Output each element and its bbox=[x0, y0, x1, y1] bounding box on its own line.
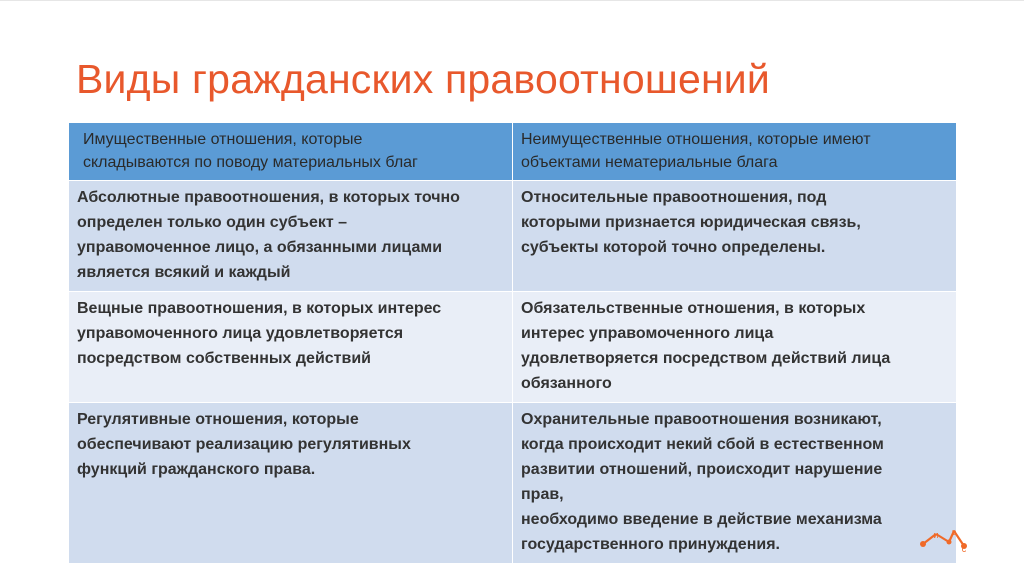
cell-regulative bbox=[69, 403, 513, 564]
cell-obligation bbox=[513, 292, 957, 403]
cell-text: Охранительные правоотношения возникают, bbox=[521, 411, 882, 428]
cell-text: обязанного bbox=[521, 375, 612, 392]
cell-text: когда происходит некий сбой в естественном bbox=[521, 436, 884, 453]
logo-letter: с bbox=[961, 544, 967, 554]
cell-text: управомоченного лица удовлетворяется bbox=[77, 325, 404, 342]
top-divider bbox=[0, 0, 1024, 1]
cell-text: обеспечивают реализацию регулятивных bbox=[77, 436, 411, 453]
table-row bbox=[69, 403, 957, 564]
cell-text: удовлетворяется посредством действий лица bbox=[521, 350, 891, 367]
cell-text: Абсолютные правоотношения, в которых точно bbox=[77, 189, 460, 206]
cell-text: Регулятивные отношения, которые bbox=[77, 411, 359, 428]
relations-table bbox=[68, 122, 957, 564]
cell-text: Относительные правоотношения, под bbox=[521, 189, 827, 206]
cell-real bbox=[69, 292, 513, 403]
cell-text: интерес управомоченного лица bbox=[521, 325, 774, 342]
cell-protective bbox=[513, 403, 957, 564]
cell-text: прав, bbox=[521, 486, 564, 503]
cell-absolute bbox=[69, 181, 513, 292]
logo-letter: э bbox=[951, 527, 957, 537]
header-cell-nonproperty bbox=[513, 123, 957, 181]
cell-text: Вещные правоотношения, в которых интерес bbox=[77, 300, 442, 317]
cell-text: необходимо введение в действие механизма bbox=[521, 511, 882, 528]
cell-text: Имущественные отношения, которые bbox=[83, 131, 363, 148]
cell-text: субъекты которой точно определены. bbox=[521, 239, 826, 256]
table-row bbox=[69, 181, 957, 292]
cell-text: является всякий и каждый bbox=[77, 264, 291, 281]
cell-text: управомоченное лицо, а обязанными лицами bbox=[77, 239, 443, 256]
cell-text: объектами нематериальные блага bbox=[521, 154, 778, 171]
slide-title: Виды гражданских правоотношений bbox=[76, 56, 771, 102]
molecule-logo-icon bbox=[918, 524, 970, 554]
cell-relative bbox=[513, 181, 957, 292]
cell-text: Обязательственные отношения, в которых bbox=[521, 300, 866, 317]
logo-letter: и bbox=[933, 530, 939, 540]
cell-text: посредством собственных действий bbox=[77, 350, 372, 367]
cell-text: государственного принуждения. bbox=[521, 536, 780, 553]
table-row bbox=[69, 292, 957, 403]
cell-text: складываются по поводу материальных благ bbox=[83, 154, 418, 171]
table-header-row bbox=[69, 123, 957, 181]
cell-text: развитии отношений, происходит нарушение bbox=[521, 461, 883, 478]
cell-text: Неимущественные отношения, которые имеют bbox=[521, 131, 871, 148]
cell-text: определен только один субъект – bbox=[77, 214, 348, 231]
header-cell-property bbox=[69, 123, 513, 181]
cell-text: которыми признается юридическая связь, bbox=[521, 214, 861, 231]
logo-bonds bbox=[923, 531, 964, 546]
cell-text: функций гражданского права. bbox=[77, 461, 316, 478]
